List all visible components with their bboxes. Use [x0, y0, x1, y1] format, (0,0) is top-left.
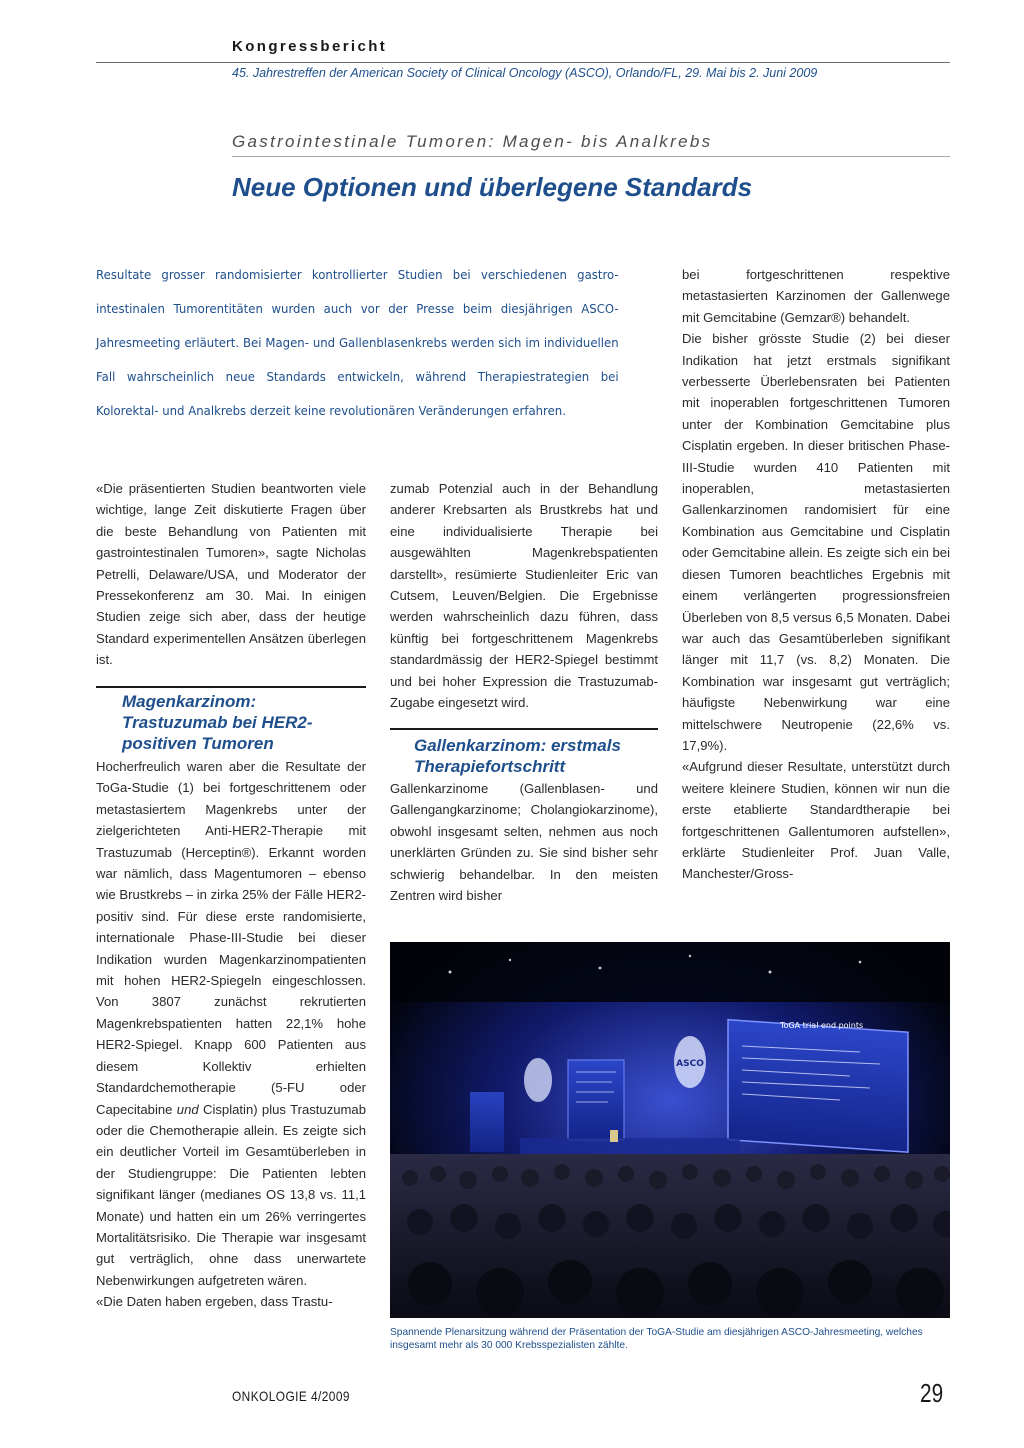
column-1-intro: «Die präsentierten Studien beantworten viele wichtige, lange Zeit diskutierte Fragen über die beste Behandlung von Patienten mit gastrointestinalen Tumoren», sagte Nicholas Petrelli, Delaware/USA, und Moderator der Pressekonferenz am 30. Mai. In einigen Studien zeige sich aber, dass der heutige Standard experimentellen Ansätzen überlegen ist. — [96, 481, 366, 668]
column-1-body-c: «Die Daten haben ergeben, dass Trastu- — [96, 1294, 333, 1310]
journal-issue: ONKOLOGIE 4/2009 — [232, 1388, 350, 1404]
asco-logo: ASCO — [676, 1059, 704, 1069]
subhead-1-block — [96, 686, 366, 754]
subhead-2-block — [390, 728, 658, 777]
conference-photo — [390, 942, 950, 1318]
photo-caption: Spannende Plenarsitzung während der Präsentation der ToGA-Studie am diesjährigen ASCO-Jahresmeeting, welches insgesamt mehr als 30 000 Krebsspezialisten zählte. — [390, 1327, 923, 1351]
slide-title: ToGA trial end points — [780, 1021, 864, 1030]
header-rule — [96, 62, 950, 63]
column-3-part-b: Die bisher grösste Studie (2) bei dieser Indikation hat jetzt erstmals signifikant verbesserte Überlebensraten bei Patienten mit inoperablen fortgeschrittenen Tumoren unter der Kombination Gemcitabine plus Cisplatin ergeben. In dieser britischen Phase-III-Studie wurden 410 Patienten mit inoperablen, metastasierten Gallenkarzinomen randomisiert für eine Kombination aus Gemcitabine und Cisplatin oder Gemcitabine allein. Es zeigte sich ein bei diesen Tumoren beachtliches Ergebnis mit einem verlängerten progressionsfreien Überleben von 8,5 versus 6,5 Monaten. Dabei war auch das Gesamtüberleben signifikant länger mit 11,7 (vs. 8,2) Monaten. Die Kombination war insgesamt gut verträglich; häufigste Nebenwirkung war eine mittelschwere Neutropenie (22,6% vs. 17,9%). — [682, 331, 950, 753]
column-3-part-a: bei fortgeschrittenen respektive metastasierten Karzinomen der Gallenwege mit Gemcitabine (Gemzar®) behandelt. — [682, 267, 950, 325]
column-1-body — [96, 756, 366, 1313]
lead-paragraph: Resultate grosser randomisierter kontrollierter Studien bei verschiedenen gastro-intestinalen Tumorentitäten wurden auch vor der Presse beim diesjährigen ASCO-Jahresmeeting erläutert. Bei Magen- und Gallenblasenkrebs werden sich im individuellen Fall wahrscheinlich neue Standards entwickeln, während Therapiestrategien bei Kolorektal- und Analkrebs derzeit keine revolutionären Veränderungen erfahren. — [96, 267, 619, 418]
kicker: Kongressbericht — [232, 38, 388, 55]
column-1-body-b: Cisplatin) plus Trastuzumab oder die Chemotherapie allein. Es zeigte sich ein deutlicher Vorteil im Gesamtüberleben in der Studiengruppe: Die Patienten lebten signifikant länger (medianes OS 13,8 vs. 11,1 Monate) und hatten ein um 26% verringertes Mortalitätsrisiko. Die Therapie war insgesamt gut verträglich, ohne dass unerwartete Nebenwirkungen aufgetreten wären. — [96, 1101, 366, 1288]
conference-hall-illustration — [390, 942, 950, 1318]
page-number: 29 — [920, 1378, 944, 1408]
section-rule — [232, 156, 950, 157]
subhead-rule — [390, 728, 658, 730]
subhead-2: Gallenkarzinom: erstmals Therapiefortschritt — [414, 736, 621, 776]
headline: Neue Optionen und überlegene Standards — [232, 172, 753, 202]
subhead-rule — [96, 686, 366, 688]
section-title: Gastrointestinale Tumoren: Magen- bis Analkrebs — [232, 132, 713, 151]
column-1-body-a: Hocherfreulich waren aber die Resultate der ToGa-Studie (1) bei fortgeschrittenem oder metastasiertem Magenkrebs unter der zielgerichteten Anti-HER2-Therapie mit Trastuzumab (Herceptin®). Erkannt worden war nämlich, dass Magentumoren – ebenso wie Brustkrebs – in zirka 25% der Fälle HER2-positiv sind. Für diese erste randomisierte, internationale Phase-III-Studie bei dieser Indikation wurden Magenkarzinompatienten mit hohen HER2-Spiegeln eingeschlossen. Von 3807 zunächst rekrutierten Magenkrebspatienten hatten 22,1% hohe HER2-Spiegel. Knapp 600 Patienten aus diesem Kollektiv erhielten Standardchemotherapie (5-FU oder Capecitabine — [96, 759, 366, 1117]
column-2-intro: zumab Potenzial auch in der Behandlung anderer Krebsarten als Brustkrebs hat und eine individualisierte Therapie bei ausgewählten Magenkrebspatienten darstellt», resümierte Studienleiter Eric van Cutsem, Leuven/Belgien. Die Ergebnisse werden wahrscheinlich dazu führen, dass künftig bei fortgeschrittenem Magenkrebs standardmässig der HER2-Spiegel bestimmt und bei hoher Expression die Trastuzumab-Zugabe eingesetzt wird. — [390, 481, 658, 711]
event-line: 45. Jahrestreffen der American Society of Clinical Oncology (ASCO), Orlando/FL, 29. Mai bis 2. Juni 2009 — [232, 66, 818, 80]
subhead-1: Magenkarzinom: Trastuzumab bei HER2-positiven Tumoren — [122, 692, 313, 753]
column-3-part-c: «Aufgrund dieser Resultate, unterstützt durch weitere kleinere Studien, können wir nun die erste etablierte Standardtherapie bei fortgeschrittenen Gallentumoren aufstellen», erklärte Studienleiter Prof. Juan Valle, Manchester/Gross- — [682, 759, 950, 882]
column-2-body: Gallenkarzinome (Gallenblasen- und Gallengangkarzinome; Cholangiokarzinome), obwohl insgesamt selten, nehmen aus noch unerklärten Gründen zu. Sie sind bisher sehr schwierig behandelbar. In den meisten Zentren wird bisher — [390, 781, 658, 904]
column-3-body — [682, 264, 950, 885]
column-1-body-italic: und — [176, 1101, 199, 1117]
